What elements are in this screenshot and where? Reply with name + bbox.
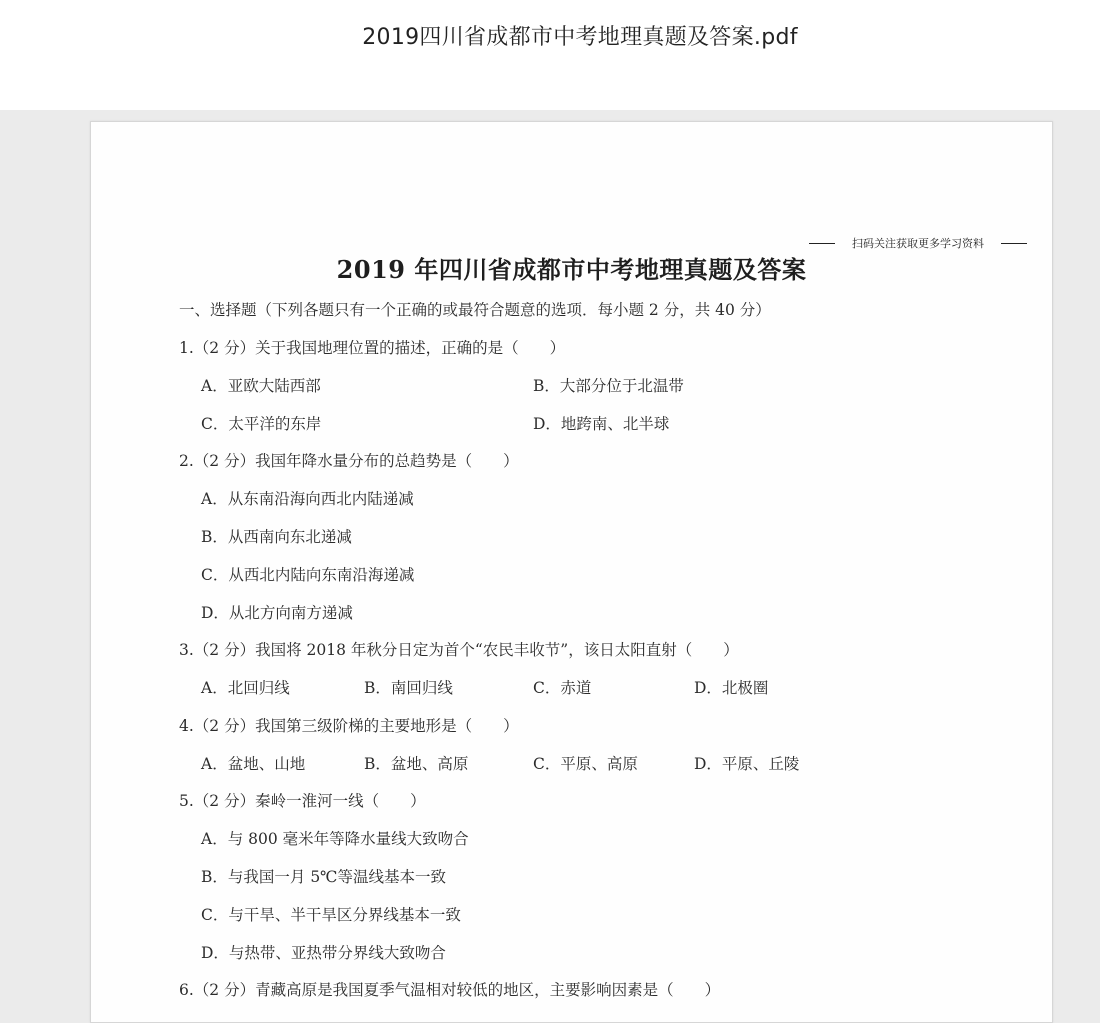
- question-2-option-c: C．从西北内陆向东南沿海递减: [201, 566, 415, 584]
- question-1-options-row-1: [201, 374, 1001, 394]
- section-heading: 一、选择题（下列各题只有一个正确的或最符合题意的选项．每小题 2 分，共 40 分）: [179, 301, 771, 319]
- question-4-option-c: C．平原、高原: [533, 755, 638, 773]
- document-title: 2019四川省成都市中考地理真题及答案.pdf: [362, 25, 798, 50]
- question-2-option-a: A．从东南沿海向西北内陆递减: [201, 490, 414, 508]
- question-3-option-b: B．南回归线: [364, 679, 453, 697]
- question-1-option-c: C．太平洋的东岸: [201, 415, 322, 433]
- pdf-viewer[interactable]: [0, 110, 1100, 999]
- question-1-option-d: D．地跨南、北半球: [533, 415, 670, 433]
- promo-text: 扫码关注获取更多学习资料: [852, 237, 984, 250]
- question-5-option-d: D．与热带、亚热带分界线大致吻合: [201, 944, 446, 962]
- question-3-options-row: [201, 676, 1001, 696]
- question-2-option-b: B．从西南向东北递减: [201, 528, 352, 546]
- question-1-stem: 1.（2 分）关于我国地理位置的描述，正确的是（ ）: [179, 339, 566, 357]
- question-4-option-b: B．盆地、高原: [364, 755, 469, 773]
- question-5-option-b: B．与我国一月 5℃等温线基本一致: [201, 868, 447, 886]
- question-2-option-d: D．从北方向南方递减: [201, 604, 353, 622]
- promo-dash-right: [1001, 243, 1027, 244]
- question-4-stem: 4.（2 分）我国第三级阶梯的主要地形是（ ）: [179, 717, 519, 735]
- question-3-option-c: C．赤道: [533, 679, 592, 697]
- question-1-option-a: A．亚欧大陆西部: [201, 377, 321, 395]
- question-5-option-c: C．与干旱、半干旱区分界线基本一致: [201, 906, 461, 924]
- question-1-option-b: B．大部分位于北温带: [533, 377, 684, 395]
- question-4-option-a: A．盆地、山地: [201, 755, 306, 773]
- question-3-stem: 3.（2 分）我国将 2018 年秋分日定为首个“农民丰收节”，该日太阳直射（ ）: [179, 641, 739, 659]
- question-6-stem: 6.（2 分）青藏高原是我国夏季气温相对较低的地区，主要影响因素是（ ）: [179, 981, 721, 999]
- promo-dash-left: [809, 243, 835, 244]
- title-bar: [0, 0, 1100, 110]
- question-4-options-row: [201, 752, 1001, 772]
- question-5-option-a: A．与 800 毫米年等降水量线大致吻合: [201, 830, 469, 848]
- paper-title: 2019 年四川省成都市中考地理真题及答案: [336, 255, 807, 284]
- question-2-stem: 2.（2 分）我国年降水量分布的总趋势是（ ）: [179, 452, 519, 470]
- pdf-page: [90, 121, 1053, 1023]
- question-3-option-d: D．北极圈: [694, 679, 769, 697]
- question-5-stem: 5.（2 分）秦岭一淮河一线（ ）: [179, 792, 426, 810]
- question-3-option-a: A．北回归线: [201, 679, 290, 697]
- question-1-options-row-2: [201, 412, 1001, 432]
- question-4-option-d: D．平原、丘陵: [694, 755, 800, 773]
